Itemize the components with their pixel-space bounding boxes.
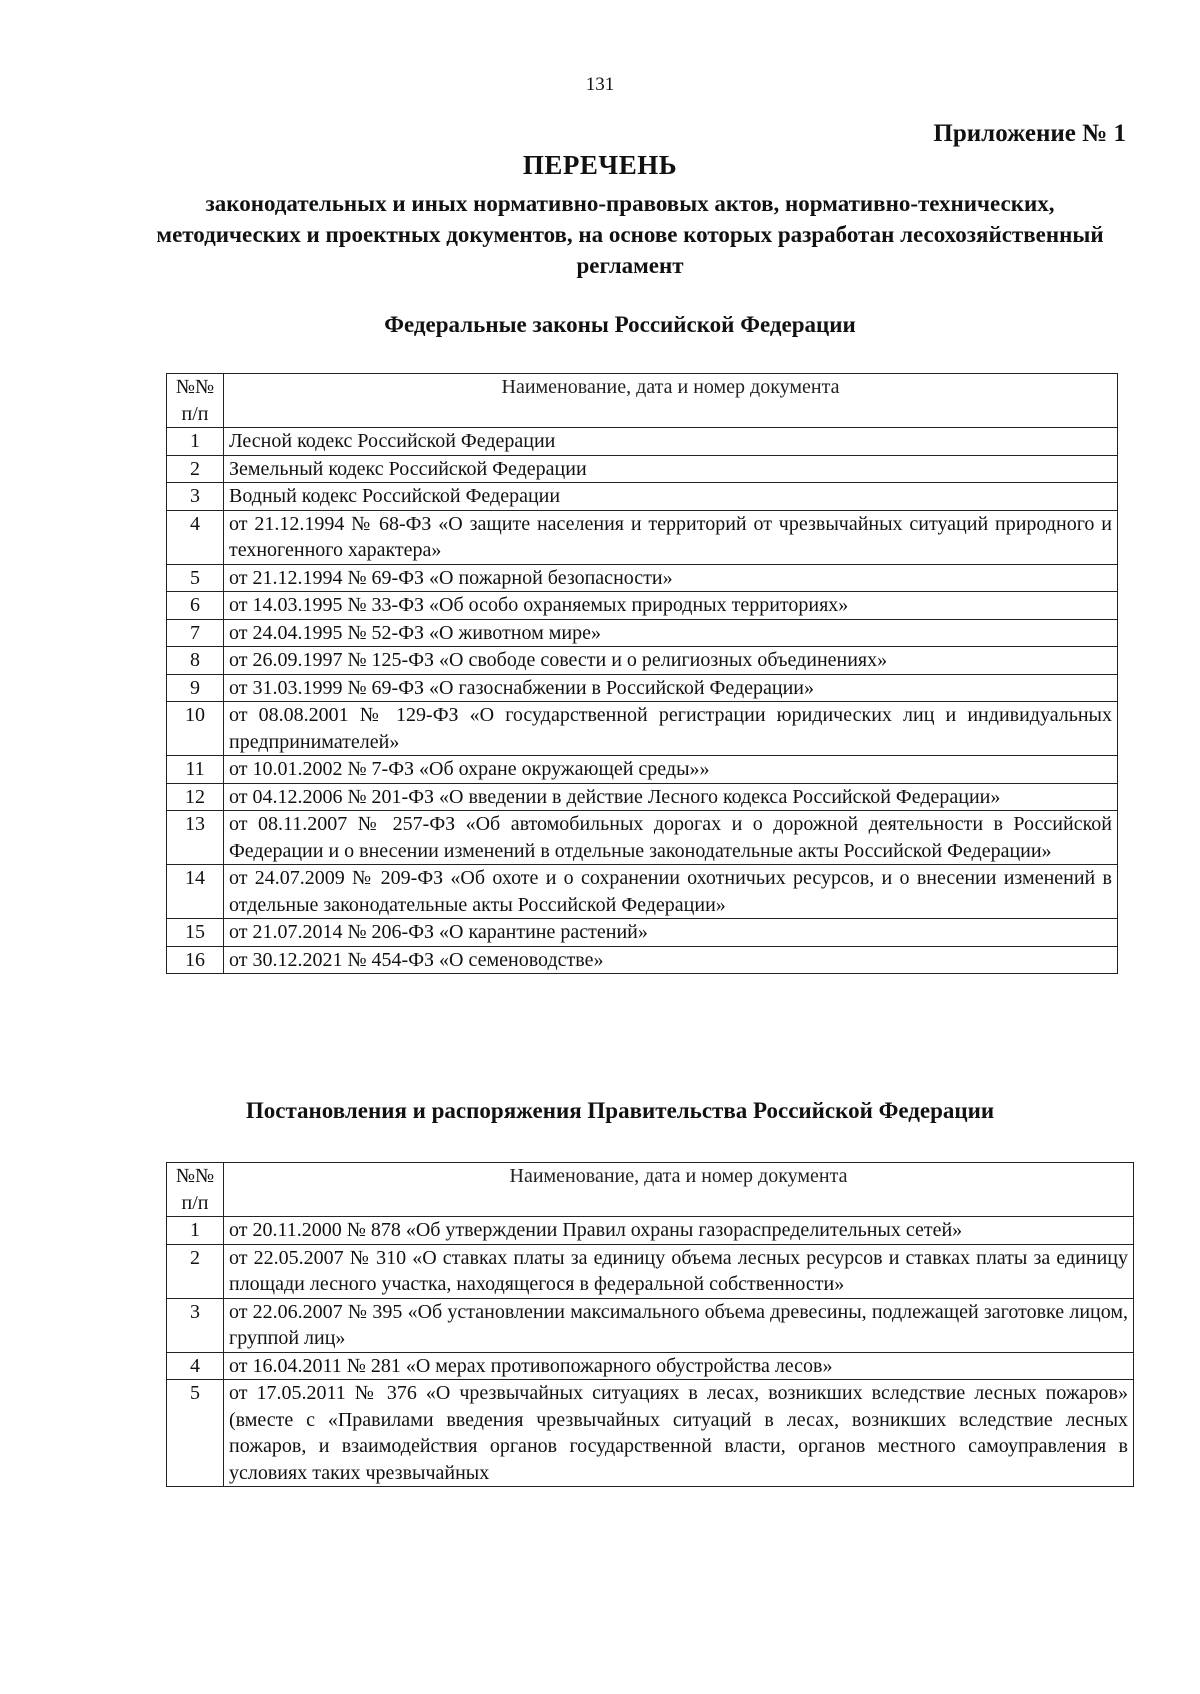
- row-number: 11: [167, 756, 224, 784]
- document-name: от 21.12.1994 № 69-ФЗ «О пожарной безопасности»: [224, 564, 1118, 592]
- federal-laws-table: [166, 373, 1118, 974]
- table-row: [167, 510, 1118, 564]
- document-name: от 24.04.1995 № 52-ФЗ «О животном мире»: [224, 619, 1118, 647]
- table-row: [167, 1244, 1134, 1298]
- table-row: [167, 1298, 1134, 1352]
- document-name: от 21.07.2014 № 206-ФЗ «О карантине растений»: [224, 919, 1118, 947]
- row-number: 9: [167, 674, 224, 702]
- table-row: [167, 564, 1118, 592]
- row-number: 8: [167, 647, 224, 675]
- row-number: 3: [167, 1298, 224, 1352]
- table-row: [167, 702, 1118, 756]
- document-name: от 24.07.2009 № 209-ФЗ «Об охоте и о сохранении охотничьих ресурсов, и о внесении изменений в отдельные законодательные акты Российской Федерации»: [224, 865, 1118, 919]
- federal-laws-rows: [167, 428, 1118, 974]
- row-number: 10: [167, 702, 224, 756]
- page-number: 131: [585, 74, 615, 95]
- table-row: [167, 674, 1118, 702]
- document-name: от 21.12.1994 № 68-ФЗ «О защите населения и территорий от чрезвычайных ситуаций природного и техногенного характера»: [224, 510, 1118, 564]
- table-row: [167, 1217, 1134, 1245]
- table-row: [167, 783, 1118, 811]
- table-row: [167, 865, 1118, 919]
- column-header-name: Наименование, дата и номер документа: [224, 1163, 1134, 1217]
- document-name: от 17.05.2011 № 376 «О чрезвычайных ситуациях в лесах, возникших вследствие лесных пожаров» (вместе с «Правилами введения чрезвычайных ситуаций в лесах, возникших вследствие лесных пожаров, и взаимодействия органов государственной власти, органов местного самоуправления в условиях таких чрезвычайных: [224, 1380, 1134, 1487]
- column-header-number: №№ п/п: [167, 1163, 224, 1217]
- section-heading-government-decrees: Постановления и распоряжения Правительства Российской Федерации: [245, 1098, 995, 1123]
- row-number: 4: [167, 1352, 224, 1380]
- table-row: [167, 1380, 1134, 1487]
- table-row: [167, 647, 1118, 675]
- table-row: [167, 592, 1118, 620]
- column-header-number: №№ п/п: [167, 374, 224, 428]
- table-row: [167, 919, 1118, 947]
- document-name: от 14.03.1995 № 33-ФЗ «Об особо охраняемых природных территориях»: [224, 592, 1118, 620]
- government-decrees-table: [166, 1162, 1134, 1487]
- document-name: от 04.12.2006 № 201-ФЗ «О введении в действие Лесного кодекса Российской Федерации»: [224, 783, 1118, 811]
- document-subtitle: законодательных и иных нормативно-правовых актов, нормативно-технических, методических и проектных документов, на основе которых разработан лесохозяйственный регламент: [156, 191, 1104, 278]
- document-name: от 10.01.2002 № 7-ФЗ «Об охране окружающей среды»»: [224, 756, 1118, 784]
- row-number: 5: [167, 1380, 224, 1487]
- document-name: от 08.08.2001 № 129-ФЗ «О государственной регистрации юридических лиц и индивидуальных предпринимателей»: [224, 702, 1118, 756]
- row-number: 15: [167, 919, 224, 947]
- row-number: 13: [167, 811, 224, 865]
- section-heading-federal-laws: Федеральные законы Российской Федерации: [384, 312, 856, 337]
- row-number: 3: [167, 483, 224, 511]
- table-header-row: [167, 374, 1118, 428]
- table-row: [167, 1352, 1134, 1380]
- document-name: от 31.03.1999 № 69-ФЗ «О газоснабжении в Российской Федерации»: [224, 674, 1118, 702]
- row-number: 14: [167, 865, 224, 919]
- row-number: 2: [167, 1244, 224, 1298]
- table-row: [167, 428, 1118, 456]
- row-number: 4: [167, 510, 224, 564]
- row-number: 7: [167, 619, 224, 647]
- document-name: Водный кодекс Российской Федерации: [224, 483, 1118, 511]
- document-name: от 08.11.2007 № 257-ФЗ «Об автомобильных дорогах и о дорожной деятельности в Российской Федерации и о внесении изменений в отдельные законодательные акты Российской Федерации»: [224, 811, 1118, 865]
- government-decrees-rows: [167, 1217, 1134, 1487]
- document-name: от 22.06.2007 № 395 «Об установлении максимального объема древесины, подлежащей заготовке лицом, группой лиц»: [224, 1298, 1134, 1352]
- document-name: Земельный кодекс Российской Федерации: [224, 455, 1118, 483]
- document-name: от 20.11.2000 № 878 «Об утверждении Правил охраны газораспределительных сетей»: [224, 1217, 1134, 1245]
- document-name: от 22.05.2007 № 310 «О ставках платы за единицу объема лесных ресурсов и ставках платы за единицу площади лесного участка, находящегося в федеральной собственности»: [224, 1244, 1134, 1298]
- document-title: ПЕРЕЧЕНЬ: [522, 150, 678, 180]
- table-row: [167, 946, 1118, 974]
- row-number: 16: [167, 946, 224, 974]
- table-row: [167, 483, 1118, 511]
- table-row: [167, 811, 1118, 865]
- document-name: Лесной кодекс Российской Федерации: [224, 428, 1118, 456]
- table-header-row: [167, 1163, 1134, 1217]
- row-number: 5: [167, 564, 224, 592]
- column-header-name: Наименование, дата и номер документа: [224, 374, 1118, 428]
- document-name: от 16.04.2011 № 281 «О мерах противопожарного обустройства лесов»: [224, 1352, 1134, 1380]
- row-number: 6: [167, 592, 224, 620]
- document-name: от 26.09.1997 № 125-ФЗ «О свободе совести и о религиозных объединениях»: [224, 647, 1118, 675]
- row-number: 1: [167, 1217, 224, 1245]
- table-row: [167, 619, 1118, 647]
- row-number: 2: [167, 455, 224, 483]
- table-row: [167, 756, 1118, 784]
- row-number: 1: [167, 428, 224, 456]
- table-row: [167, 455, 1118, 483]
- document-name: от 30.12.2021 № 454-ФЗ «О семеноводстве»: [224, 946, 1118, 974]
- annex-label: Приложение № 1: [933, 120, 1126, 147]
- row-number: 12: [167, 783, 224, 811]
